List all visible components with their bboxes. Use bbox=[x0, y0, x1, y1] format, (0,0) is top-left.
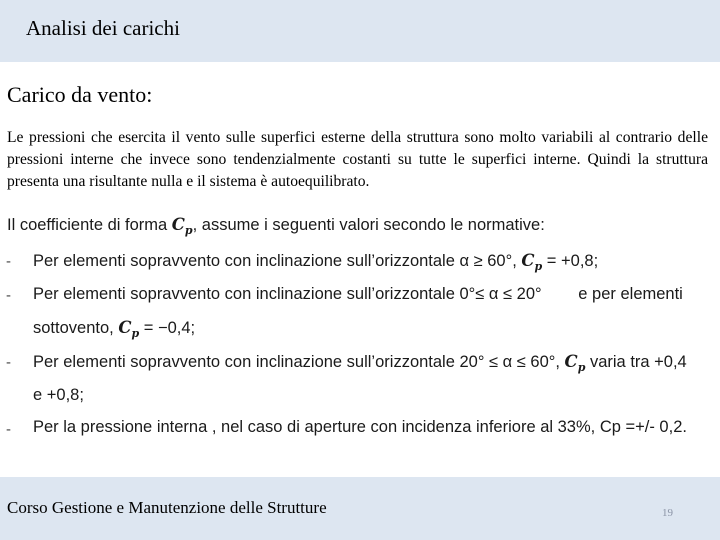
cp-symbol: $C_p$ bbox=[118, 318, 140, 340]
coefficient-lead-rest: , assume i seguenti valori secondo le normative: bbox=[192, 216, 545, 234]
slide-header bbox=[0, 0, 720, 62]
coefficient-intro bbox=[7, 215, 545, 237]
cp-symbol: $C_p$ bbox=[564, 352, 586, 374]
course-name: Corso Gestione e Manutenzione delle Strutture bbox=[7, 498, 327, 517]
coefficient-lead-text: Il coefficiente di forma bbox=[7, 216, 172, 234]
bullet-dash: - bbox=[6, 354, 11, 371]
bullet-item: Per elementi sopravvento con inclinazione sull’orizzontale 0°≤ α ≤ 20° e per elementi bbox=[33, 285, 683, 303]
bullet-item-continuation: e +0,8; bbox=[33, 386, 84, 404]
page-number: 19 bbox=[662, 507, 673, 519]
bullet-item: Per la pressione interna , nel caso di aperture con incidenza inferiore al 33%, Cp =+/- 0,2. bbox=[33, 418, 687, 436]
intro-paragraph: Le pressioni che esercita il vento sulle superfici esterne della struttura sono molto variabili al contrario delle pressioni interne che invece sono tendenzialmente costanti su tutte le superfici interne. Quindi la struttura presenta una risultante nulla e il sistema è autoequilibrato. bbox=[7, 129, 708, 190]
cp-symbol: $C_p$ bbox=[521, 251, 543, 273]
bullet-dash: - bbox=[6, 253, 11, 270]
slide-title: Analisi dei carichi bbox=[26, 16, 180, 40]
bullet-item-continuation: sottovento, $C_p = -0,4$; bbox=[33, 318, 196, 340]
bullet-item: Per elementi sopravvento con inclinazione sull’orizzontale α ≥ 60°, $C_p = +0,8$; bbox=[33, 251, 599, 273]
slide-footer bbox=[0, 477, 720, 540]
section-title: Carico da vento: bbox=[7, 82, 153, 107]
bullet-item: Per elementi sopravvento con inclinazione sull’orizzontale 20° ≤ α ≤ 60°, $C_p$ varia tra +0,4 bbox=[33, 352, 687, 374]
cp-symbol: $C_p$ bbox=[171, 215, 193, 237]
bullet-dash: - bbox=[6, 287, 11, 304]
bullet-dash: - bbox=[6, 421, 11, 438]
